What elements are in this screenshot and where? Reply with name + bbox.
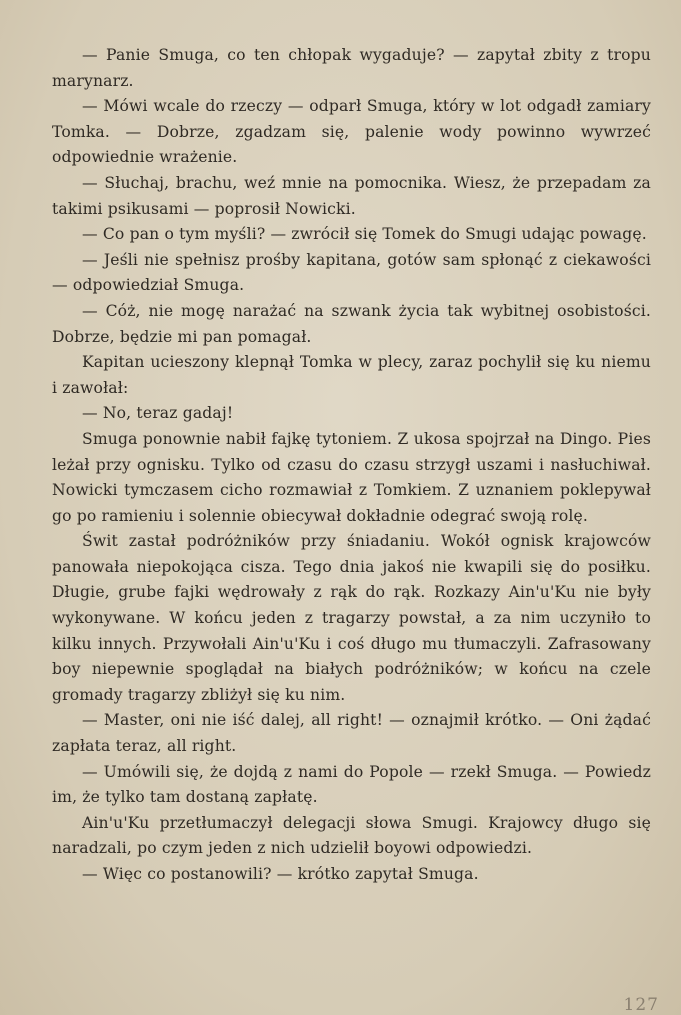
- paragraph: — Cóż, nie mogę narażać na szwank życia tak wybitnej osobistości. Dobrze, będzie mi pan pomagał.: [52, 301, 651, 346]
- paragraph: Smuga ponownie nabił fajkę tytoniem. Z ukosa spojrzał na Dingo. Pies leżał przy ognisku. Tylko od czasu do czasu strzygł uszami i nasłuchiwał. Nowicki tymczasem cicho rozmawiał z Tomkiem. Z uznaniem poklepywał go po ramieniu i solennie obiecywał dokładnie odegrać swoją rolę.: [52, 429, 651, 525]
- paragraph: Kapitan ucieszony klepnął Tomka w plecy, zaraz pochylił się ku niemu i zawołał:: [52, 353, 651, 397]
- paragraph: — Więc co postanowili? — krótko zapytał Smuga.: [82, 865, 479, 883]
- paragraph: — Jeśli nie spełnisz prośby kapitana, gotów sam spłonąć z ciekawości — odpowiedział Smuga.: [52, 250, 651, 295]
- page-number: 127: [623, 995, 659, 1015]
- paragraph: Ain'u'Ku przetłumaczył delegacji słowa Smugi. Krajowcy długo się naradzali, po czym jeden z nich udzielił boyowi odpowiedzi.: [52, 813, 651, 858]
- paragraph: — Umówili się, że dojdą z nami do Popole — rzekł Smuga. — Powiedz im, że tylko tam dostaną zapłatę.: [52, 762, 651, 807]
- paragraph: — Słuchaj, brachu, weź mnie na pomocnika. Wiesz, że przepadam za takimi psikusami — poprosił Nowicki.: [52, 173, 651, 218]
- body-text: [52, 43, 651, 888]
- paragraph: — Master, oni nie iść dalej, all right! — oznajmił krótko. — Oni żądać zapłata teraz, all right.: [52, 711, 651, 756]
- paragraph: — Co pan o tym myśli? — zwrócił się Tomek do Smugi udając powagę.: [82, 225, 647, 244]
- paragraph: — Mówi wcale do rzeczy — odparł Smuga, który w lot odgadł zamiary Tomka. — Dobrze, zgadzam się, palenie wody powinno wywrzeć odpowiednie wrażenie.: [52, 97, 651, 167]
- paragraph: — Panie Smuga, co ten chłopak wygaduje? — zapytał zbity z tropu marynarz.: [52, 46, 651, 90]
- paragraph: — No, teraz gadaj!: [82, 404, 234, 423]
- paragraph: Świt zastał podróżników przy śniadaniu. Wokół ognisk krajowców panowała niepokojąca cisza. Tego dnia jakoś nie kwapili się do posiłku. Długie, grube fajki wędrowały z rąk do rąk. Rozkazy Ain'u'Ku nie były wykonywane. W końcu jeden z tragarzy powstał, a za nim uczyniło to kilku innych. Przywołali Ain'u'Ku i coś długo mu tłumaczyli. Zafrasowany boy niepewnie spoglądał na białych podróżników; w końcu na czele gromady tragarzy zbliżył się ku nim.: [52, 532, 651, 704]
